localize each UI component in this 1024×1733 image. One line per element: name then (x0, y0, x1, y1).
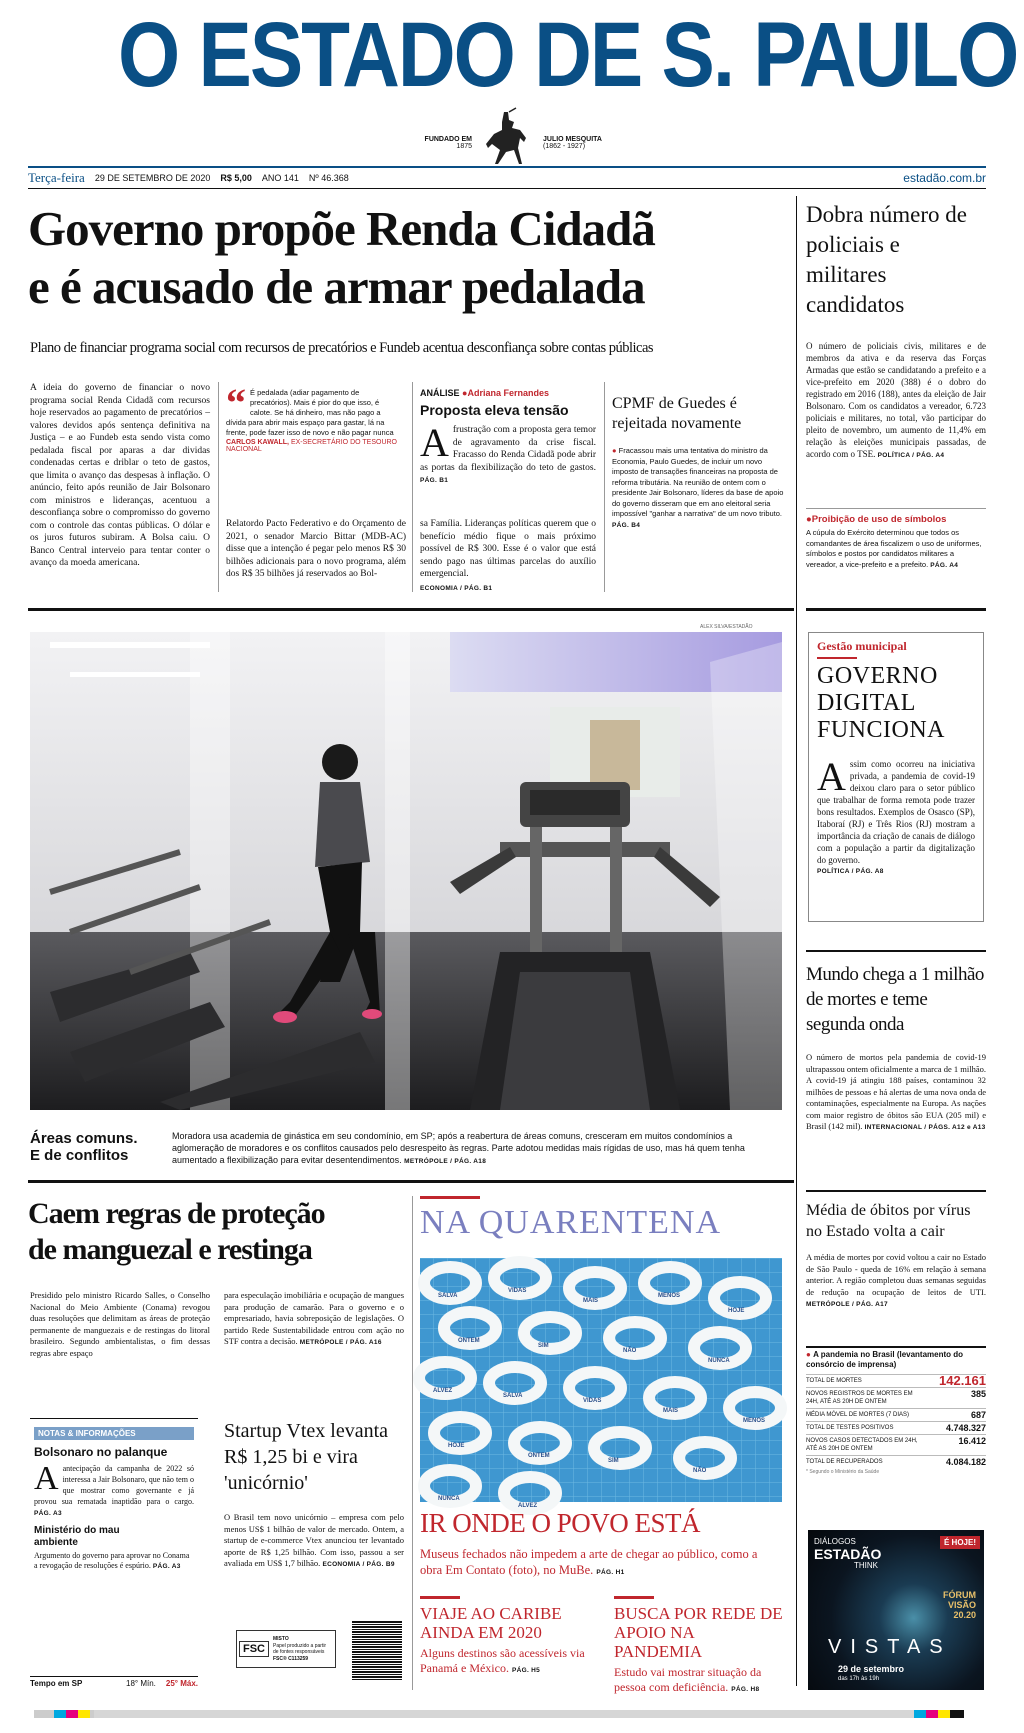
stat-row (806, 1408, 986, 1421)
caption-ref: METRÓPOLE / PÁG. A18 (404, 1158, 487, 1165)
police-title: Dobra número de policiais e militares candidatos (806, 202, 967, 317)
cpmf-text: Fracassou mais uma tentativa do ministro da Economia, Paulo Guedes, de incluir um novo imposto de transações financeiras na proposta de reforma tributária. Na reunião de ontem com o presidente Jair Bolsonaro, líderes da base de apoio do governo disseram que em ano eleitoral seria impossível "ganhar a narrativa" de um novo tributo. (612, 446, 784, 518)
ad-brand-top: DIÁLOGOS (814, 1537, 856, 1546)
caption-title-1: Áreas comuns. (30, 1130, 138, 1147)
gym-photo-illustration (30, 632, 782, 1110)
founded-label: FUNDADO EM (424, 136, 472, 143)
notes-item2-ref: PÁG. A3 (152, 1563, 181, 1570)
notes-header: NOTAS & INFORMAÇÕES (34, 1427, 194, 1440)
world-ref: INTERNACIONAL / PÁGS. A12 e A13 (864, 1124, 986, 1131)
sp-deaths-ref: METRÓPOLE / PÁG. A17 (806, 1301, 888, 1308)
ring-word: SIM (538, 1343, 549, 1349)
ring-word: ONTEM (458, 1338, 480, 1344)
lead-headline-line1: Governo propõe Renda Cidadã (28, 201, 655, 256)
stat-label: TOTAL DE RECUPERADOS (806, 1459, 883, 1465)
cpmf-ref: PÁG. B4 (612, 521, 641, 529)
stat-row (806, 1455, 986, 1468)
weather-max: 25° Máx. (165, 1679, 198, 1688)
fsc-code: FSC® C113259 (273, 1655, 309, 1662)
stat-value: 385 (970, 1389, 986, 1399)
ring-word: HOJE (728, 1308, 745, 1314)
fsc-seal (236, 1630, 336, 1668)
mangrove-col1: Presidido pelo ministro Ricardo Salles, o Conselho Nacional do Meio Ambiente (Conama) revogou duas resoluções que delimitam as áreas de proteção permanente de manguezais e de restingas do litoral brasileiro. Segundo ambientalistas, o fim dessas regras abre espaço (30, 1290, 210, 1358)
mangrove-title (28, 1196, 418, 1268)
masthead-title: O ESTADO DE S. PAULO (118, 3, 1018, 106)
dateline-price: R$ 5,00 (220, 173, 252, 183)
stat-label: TOTAL DE TESTES POSITIVOS (806, 1425, 894, 1431)
ring-word: ONTEM (528, 1453, 550, 1459)
analysis-ref: PÁG. B1 (420, 477, 449, 484)
quote-role: EX-SECRETÁRIO DO TESOURO NACIONAL (226, 439, 398, 453)
notes-item1-text: antecipação da campanha de 2022 só interessa a Jair Bolsonaro, que não tem o que mostrar como governante e já provou sua rematada inaptidão para o cargo. (34, 1464, 194, 1506)
support-story (614, 1604, 786, 1697)
stat-row (806, 1374, 986, 1387)
caribe-story (420, 1604, 600, 1678)
startup-title: Startup Vtex levanta R$ 1,25 bi e vira 'unicórnio' (224, 1420, 389, 1494)
stat-value: 687 (970, 1410, 986, 1420)
dateline-site[interactable]: estadão.com.br (903, 171, 986, 185)
lead-headline-line2: e é acusado de armar pedalada (28, 259, 645, 314)
dateline-date: 29 DE SETEMBRO DE 2020 (94, 173, 211, 183)
notes-item2-text: Argumento do governo para aprovar no Conama a revogação de resoluções é espúrio. (34, 1551, 190, 1570)
ring-word: ALVEZ (433, 1388, 453, 1394)
cpmf-title: CPMF de Guedes é rejeitada novamente (612, 395, 742, 432)
caption-title-2: E de conflitos (30, 1147, 129, 1164)
caribe-ref: PÁG. H5 (511, 1667, 541, 1674)
police-sub-ref: PÁG. A4 (930, 561, 959, 569)
caribe-text: Alguns destinos são acessíveis via Panamá e México. (420, 1646, 585, 1675)
analysis-author: ● Adriana Fernandes (462, 388, 549, 398)
analysis (420, 388, 596, 488)
ring-word: HOJE (448, 1443, 465, 1449)
fsc-logo-icon: FSC (239, 1641, 269, 1657)
digital-title-2: DIGITAL (817, 690, 916, 716)
cpmf-story (612, 394, 790, 531)
ad-time: das 17h às 19h (838, 1676, 880, 1682)
ad-badge: É HOJE! (940, 1536, 980, 1549)
ad-brand-sub: THINK (854, 1561, 878, 1570)
startup-ref: ECONOMIA / PÁG. B9 (322, 1561, 395, 1568)
analysis-kicker: ANÁLISE (420, 388, 460, 398)
quarantine-text: Museus fechados não impedem a arte de chegar ao público, como a obra Em Contato (foto), no MuBe. (420, 1547, 758, 1577)
quote-text: É pedalada (adiar pagamento de precatórios). Mais é pior do que isso, é calote. Se há dinheiro, mas não pago a dívida para abrir mais espaço para gastar, lá na frente, pode fazer isso de novo e não pagar nunca (226, 388, 394, 437)
dateline-number: Nº 46.368 (308, 173, 349, 183)
notes-item1-ref: PÁG. A3 (34, 1510, 62, 1517)
startup-text: O Brasil tem novo unicórnio – empresa com pelo menos US$ 1 bilhão de valor de mercado. Ontem, a startup de e-commerce Vtex anunciou ter levantado aporte de R$ 1,25 bilhão. Com isso, passou a ser avaliada em US$ 1,7 bilhão. (224, 1512, 404, 1568)
weather-min: 18° Mín. (126, 1679, 156, 1688)
ring-word: MAIS (663, 1408, 678, 1414)
stat-value: 142.161 (939, 1373, 986, 1388)
stats-subtitle: (levantamento do consórcio de imprensa) (806, 1350, 964, 1369)
lead-col3: sa Família. Lideranças políticas querem que o benefício médio fique o mais próximo possível de R$ 300. Esse é o valor que está sendo pago nas últimas parcelas do auxílio emergencial. (420, 519, 596, 579)
stat-value: 16.412 (958, 1436, 986, 1446)
ring-word: VIDAS (583, 1398, 602, 1404)
digital-title-3: FUNCIONA (817, 717, 946, 743)
police-sub-title: ● Proibição de uso de símbolos (806, 514, 986, 525)
float-photo (420, 1258, 782, 1509)
ring-word: SALVA (503, 1393, 523, 1399)
weather-label: Tempo em SP (30, 1679, 83, 1688)
photo-caption (30, 1130, 782, 1168)
quote-mark-icon: “ (226, 380, 246, 425)
ring-word: ALVEZ (518, 1503, 538, 1509)
ring-word: MAIS (583, 1298, 598, 1304)
analysis-dropcap: A (420, 420, 449, 465)
stat-label: NOVOS CASOS DETECTADOS EM 24H, ATÉ AS 20H DE ONTEM (806, 1438, 918, 1452)
lead-col3-ref: ECONOMIA / PÁG. B1 (420, 584, 493, 592)
ad-event-2: VISÃO (947, 1600, 976, 1610)
fsc-text: MISTO (273, 1636, 289, 1642)
stat-label: TOTAL DE MORTES (806, 1378, 862, 1384)
digital-kicker: Gestão municipal (817, 639, 907, 653)
police-sub (806, 514, 986, 571)
ad-brand: ESTADÃO (814, 1546, 882, 1562)
pandemic-stats (806, 1350, 986, 1475)
stat-value: 4.748.327 (945, 1423, 986, 1433)
swim-rings-illustration (420, 1258, 782, 1509)
ad-word: VISTAS (828, 1636, 952, 1658)
analysis-title: Proposta eleva tensão (420, 402, 569, 418)
stats-table (806, 1374, 986, 1468)
ring-word: SALVA (438, 1293, 458, 1299)
lead-col1: A ideia do governo de financiar o novo programa social Renda Cidadã com recursos hoje reservados ao pagamento de precatórios – valores devidos após sentença definitiva na Justiça – e ao Fundeb esta sendo vista como pedalada fiscal por aparas a dar dividas condenadas certas e driblar o teto de gastos, que limita o avanço das despesas à inflação. O anúncio, feito após reunião de Jair Bolsonaro com ministros e lideranças, acentuou a desconfiança sobre o compromisso do governo com o controle das contas públicas. O dólar e os juros futuros subiram. A Bolsa caiu. O Banco Central interveio para tentar conter o avanço da moeda americana. (30, 383, 210, 568)
weather (30, 1676, 198, 1688)
police-text: O número de policiais civis, militares e de membros da ativa e da reserva das Forças Armadas que estão se candidatando a prefeito e a vice-prefeito em 2020 (388) é o dobro do registrado em 2016 (188), antes da eleição de Jair Bolsonaro. Com os candidatos a vereador, 6.723 policiais e militares, no total, vão participar do pleito de novembro, um aumento de 11,4% em relação às eleições municipais passadas, de acordo com o TSE. (806, 341, 986, 459)
stat-label: NOVOS REGISTROS DE MORTES EM 24H, ATÉ AS 20H DE ONTEM (806, 1391, 913, 1405)
police-sub-text: A cúpula do Exército determinou que todos os comandantes de área fiscalizem o uso de uniformes, símbolos e postos por candidatos militares a vereador, a vice-prefeito e a prefeito. (806, 528, 982, 569)
ring-word: NÃO (623, 1348, 637, 1354)
stats-title: A pandemia no Brasil (813, 1350, 895, 1359)
founded-year: 1875 (456, 143, 472, 150)
founder-name: JULIO MESQUITA (543, 136, 602, 143)
mangrove-col2: para especulação imobiliária e ocupação de mangues para produção de camarão. Para o governo e o empresariado, havia sobreposição de legislações. O partido Rede Sustentabilidade entrou com ação no STF contra a decisão. (224, 1290, 404, 1346)
lead-headline (28, 200, 788, 316)
digital-dropcap: A (817, 754, 846, 799)
support-text: Estudo vai mostrar situação da pessoa com deficiência. (614, 1665, 762, 1694)
ring-word: SIM (608, 1458, 619, 1464)
photo-credit: ALEX SILVA/ESTADÃO (700, 624, 753, 630)
caribe-title: VIAJE AO CARIBE AINDA EM 2020 (420, 1604, 562, 1642)
mangrove-title-2: de manguezal e restinga (28, 1233, 312, 1266)
dateline-year: ANO 141 (261, 173, 299, 183)
masthead-founder (543, 136, 602, 150)
notes-item1-dropcap: A (34, 1460, 59, 1497)
lead-col2: Relatordo Pacto Federativo e do Orçamento de 2021, o senador Marcio Bittar (MDB-AC) disse que a intenção é pegar pelo menos R$ 30 bilhões adicionais para o novo programa, além dos R$ 35 bilhões já reservados ao Bol- (226, 519, 406, 579)
ring-word: VIDAS (508, 1288, 527, 1294)
quarantine-headline: IR ONDE O POVO ESTÁ (420, 1508, 700, 1538)
fsc-sub: Papel produzido a partir de fontes responsáveis (273, 1642, 327, 1655)
mangrove-title-1: Caem regras de proteção (28, 1197, 325, 1230)
forum-ad[interactable] (808, 1530, 984, 1690)
mangrove-ref: METRÓPOLE / PÁG. A16 (299, 1339, 382, 1346)
notes-item2-title: Ministério do mau ambiente (34, 1525, 120, 1548)
quarantine-title: NA QUARENTENA (420, 1204, 722, 1241)
masthead-founded (412, 136, 472, 150)
founder-years: (1862 - 1927) (543, 143, 586, 150)
barcode-icon (352, 1620, 402, 1680)
stat-label: MÉDIA MÓVEL DE MORTES (7 DIAS) (806, 1412, 910, 1418)
digital-title-1: GOVERNO (817, 663, 938, 689)
dateline-weekday: Terça-feira (28, 170, 85, 185)
dateline (28, 170, 986, 186)
ad-date: 29 de setembro (838, 1664, 905, 1674)
sp-deaths-title: Média de óbitos por vírus no Estado volta a cair (806, 1202, 971, 1240)
stat-row (806, 1434, 986, 1455)
police-ref: POLÍTICA / PÁG. A4 (877, 452, 945, 459)
digital-ref: POLÍTICA / PÁG. A8 (817, 868, 884, 875)
support-title: BUSCA POR REDE DE APOIO NA PANDEMIA (614, 1604, 783, 1661)
digital-box (808, 632, 984, 922)
notes-box (30, 1418, 198, 1690)
stat-value: 4.084.182 (945, 1457, 986, 1467)
notes-item1-title: Bolsonaro no palanque (34, 1445, 168, 1459)
analysis-text: frustração com a proposta gera temor de agravamento da crise fiscal. Fracasso do Renda Cidadã pode abrir as portas da flexibilização do teto de gastos. (420, 425, 596, 473)
lead-quote (226, 380, 402, 453)
lead-deck: Plano de financiar programa social com recursos de precatórios e Fundeb acentua desconfiança sobre contas públicas (30, 340, 654, 356)
world-text: O número de mortos pela pandemia de covid-19 ultrapassou ontem oficialmente a marca de 1 milhão. A covid-19 já atingiu 188 países, contaminou 32 milhões de pessoas e há alertas de uma nova onda de contaminações, especialmente na Europa. As nações com maior registro de óbitos são EUA (205 mil) e Brasil (142 mil). (806, 1052, 986, 1131)
support-ref: PÁG. H8 (731, 1686, 760, 1693)
world-title: Mundo chega a 1 milhão de mortes e teme segunda onda (806, 964, 984, 1035)
stat-row (806, 1421, 986, 1434)
ring-word: NUNCA (438, 1496, 460, 1502)
stat-row (806, 1387, 986, 1408)
ring-word: MENOS (658, 1293, 681, 1299)
horseman-logo-icon (476, 108, 536, 170)
quote-author: CARLOS KAWALL, (226, 439, 289, 446)
ring-word: NUNCA (708, 1358, 730, 1364)
digital-text: ssim como ocorreu na iniciativa privada, a pandemia de covid-19 deixou claro para o setor público que trabalhar de forma remota pode trazer bons resultados. Exemplos de Osasco (SP), Itaboraí (RJ) e Três Rios (RJ) mostram a importância da criação de canais de diálogo com a população a partir da digitalização do governo. (817, 759, 975, 865)
sp-deaths-text: A média de mortes por covid voltou a cair no Estado de São Paulo - queda de 16% em relação à semana anterior. A região completou duas semanas seguidas de redução na ocupação de leitos de UTI. (806, 1252, 986, 1297)
quarantine-ref: PÁG. H1 (596, 1569, 625, 1576)
ring-word: MENOS (743, 1418, 766, 1424)
ad-event-1: FÓRUM (943, 1590, 976, 1600)
gym-photo (30, 632, 782, 1110)
ring-word: NÃO (693, 1468, 707, 1474)
ad-event-3: 20.20 (953, 1610, 976, 1620)
caption-text: Moradora usa academia de ginástica em seu condomínio, em SP; após a reabertura de áreas comuns, cresceram em muitos condomínios a aglomeração de moradores e os conflitos causados pelo desrespeito às regras. Parte adotou medidas mais rígidas de uso, mas há quem tenha aumentado a flexibilização para evitar desentendimentos. (172, 1131, 745, 1165)
stats-note: * Segundo o Ministério da Saúde (806, 1469, 880, 1475)
